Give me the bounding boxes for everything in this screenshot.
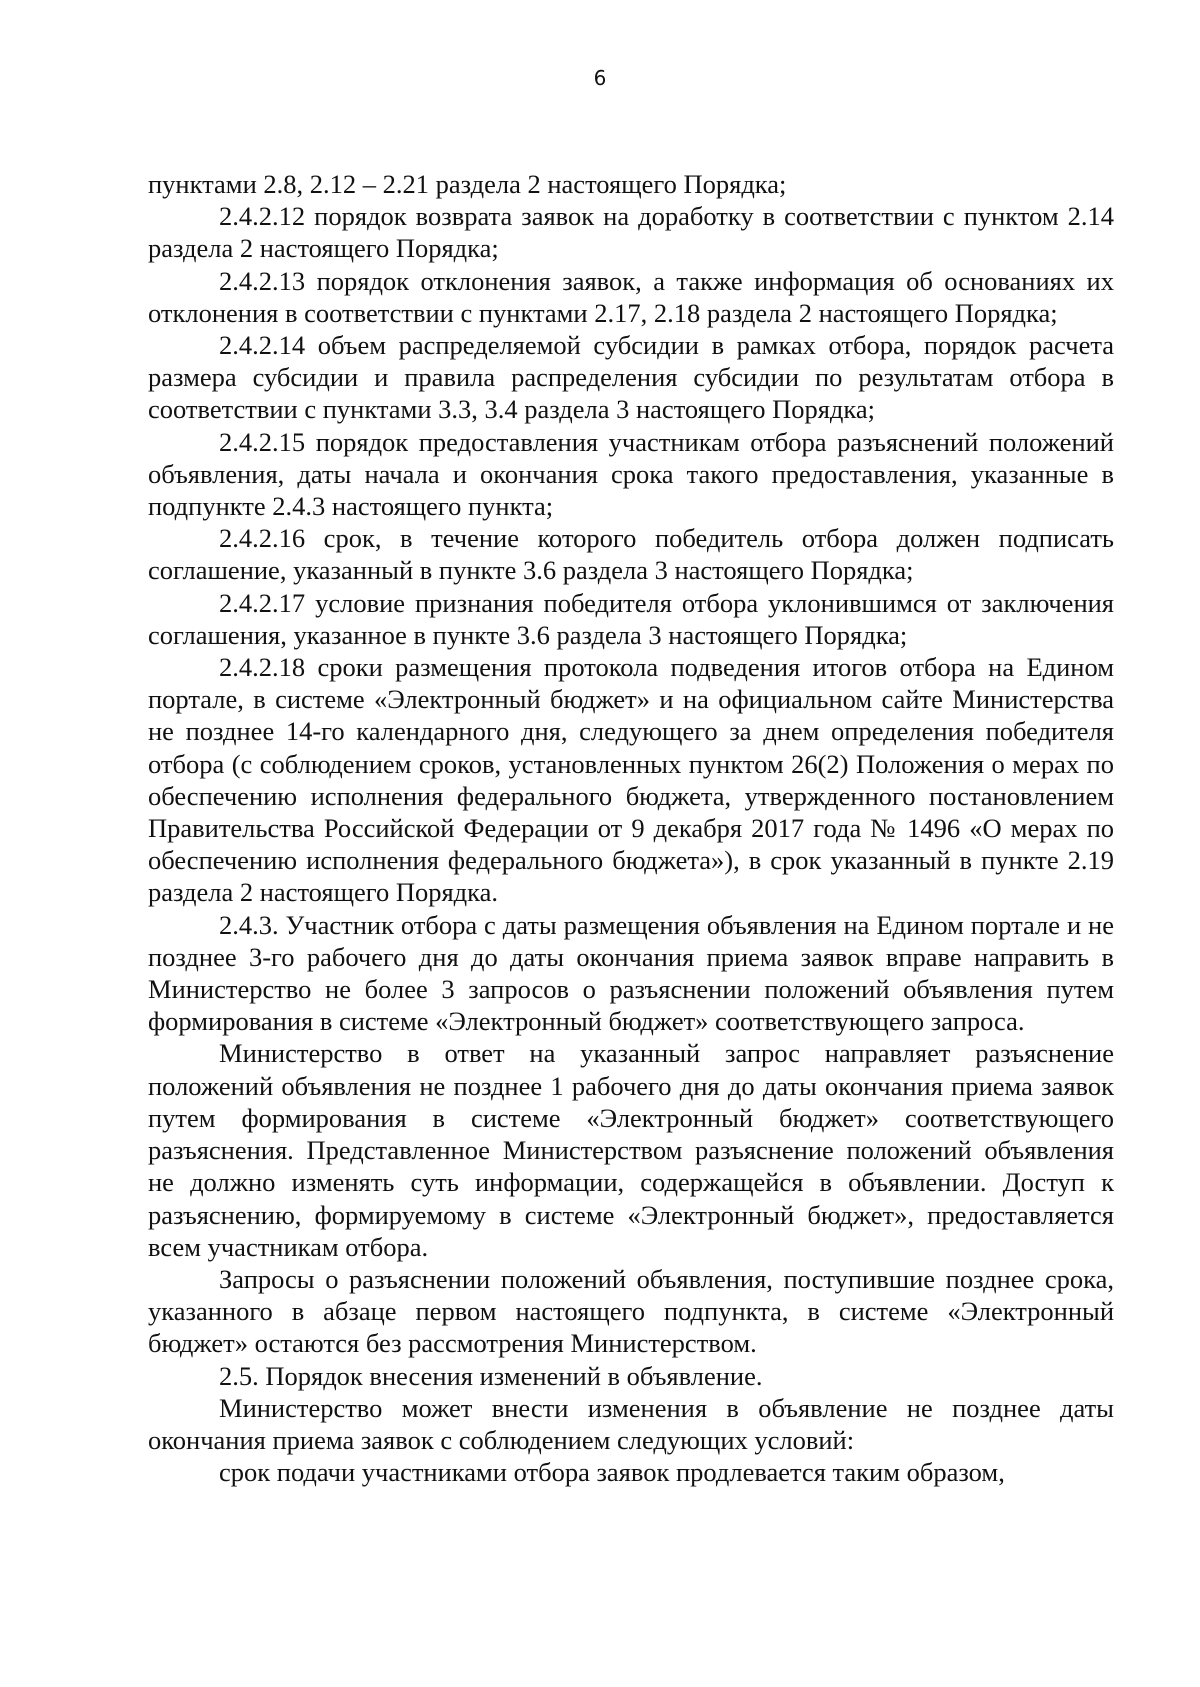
paragraph-2-4-2-13: 2.4.2.13 порядок отклонения заявок, а также информация об основаниях их отклонения в соответствии с пунктами 2.17, 2.18 раздела 2 настоящего Порядка;	[148, 265, 1114, 328]
paragraph-2-4-2-17: 2.4.2.17 условие признания победителя отбора уклонившимся от заключения соглашения, указанное в пункте 3.6 раздела 3 настоящего Порядка;	[148, 587, 1114, 650]
paragraph-late-requests: Запросы о разъяснении положений объявления, поступившие позднее срока, указанного в абзаце первом настоящего подпункта, в системе «Электронный бюджет» остаются без рассмотрения Министерством.	[148, 1263, 1114, 1359]
paragraph-2-4-3: 2.4.3. Участник отбора с даты размещения объявления на Едином портале и не позднее 3-го рабочего дня до даты окончания приема заявок вправе направить в Министерство не более 3 запросов о разъяснении положений объявления путем формирования в системе «Электронный бюджет» соответствующего запроса.	[148, 909, 1114, 1037]
paragraph-2-4-2-18: 2.4.2.18 сроки размещения протокола подведения итогов отбора на Едином портале, в системе «Электронный бюджет» и на официальном сайте Министерства не позднее 14-го календарного дня, следующего за днем определения победителя отбора (с соблюдением сроков, установленных пунктом 26(2) Положения о мерах по обеспечению исполнения федерального бюджета, утвержденного постановлением Правительства Российской Федерации от 9 декабря 2017 года № 1496 «О мерах по обеспечению исполнения федерального бюджета»), в срок указанный в пункте 2.19 раздела 2 настоящего Порядка.	[148, 652, 1114, 908]
paragraph-deadline-extension: срок подачи участниками отбора заявок продлевается таким образом,	[219, 1457, 1005, 1488]
paragraph-2-5: 2.5. Порядок внесения изменений в объявление.	[219, 1360, 763, 1391]
page-number: 6	[593, 66, 607, 90]
paragraph-ministry-response: Министерство в ответ на указанный запрос направляет разъяснение положений объявления не позднее 1 рабочего дня до даты окончания приема заявок путем формирования в системе «Электронный бюджет» соответствующего разъяснения. Представленное Министерством разъяснение положений объявления не должно изменять суть информации, содержащейся в объявлении. Доступ к разъяснению, формируемому в системе «Электронный бюджет», предоставляется всем участникам отбора.	[148, 1038, 1114, 1262]
paragraph-ministry-changes: Министерство может внести изменения в объявление не позднее даты окончания приема заявок с соблюдением следующих условий:	[148, 1392, 1114, 1455]
paragraph-2-4-2-14: 2.4.2.14 объем распределяемой субсидии в рамках отбора, порядок расчета размера субсидии и правила распределения субсидии по результатам отбора в соответствии с пунктами 3.3, 3.4 раздела 3 настоящего Порядка;	[148, 330, 1114, 425]
document-body	[148, 168, 1114, 1488]
paragraph-continuation: пунктами 2.8, 2.12 – 2.21 раздела 2 настоящего Порядка;	[148, 169, 787, 199]
paragraph-2-4-2-12: 2.4.2.12 порядок возврата заявок на доработку в соответствии с пунктом 2.14 раздела 2 настоящего Порядка;	[148, 201, 1114, 264]
paragraph-2-4-2-16: 2.4.2.16 срок, в течение которого победитель отбора должен подписать соглашение, указанный в пункте 3.6 раздела 3 настоящего Порядка;	[148, 523, 1114, 586]
paragraph-2-4-2-15: 2.4.2.15 порядок предоставления участникам отбора разъяснений положений объявления, даты начала и окончания срока такого предоставления, указанные в подпункте 2.4.3 настоящего пункта;	[148, 426, 1114, 522]
